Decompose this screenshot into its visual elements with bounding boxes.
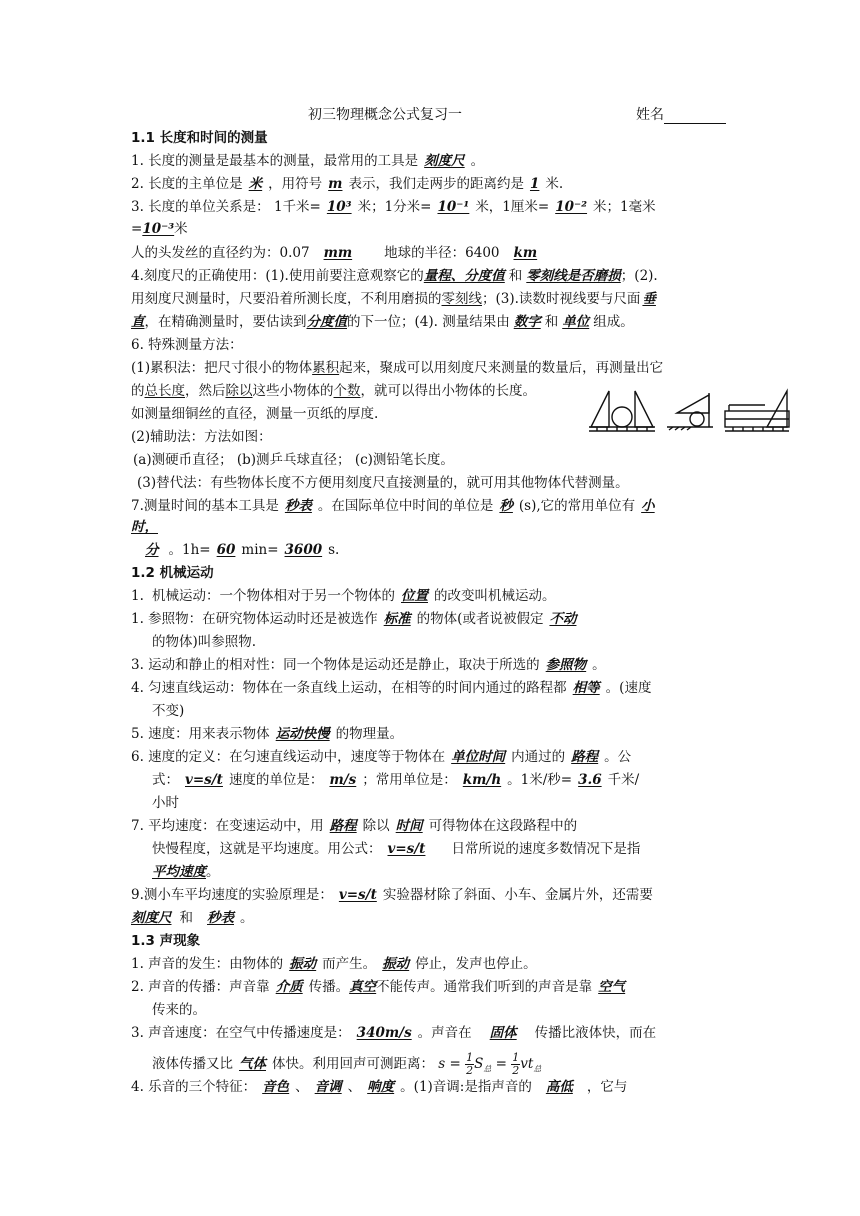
answer: v=s/t — [185, 772, 223, 788]
text-line: 直，在精确测量时，要估读到分度值的下一位；(4). 测量结果由 数字 和 单位 组成。 — [131, 314, 634, 330]
text-line: 7. 平均速度：在变速运动中，用 路程 除以 时间 可得物体在这段路程中的 — [131, 818, 578, 834]
answer: 介质 — [275, 979, 303, 995]
text-line: 式： v=s/t 速度的单位是： m/s ；常用单位是： km/h 。1米/秒= 3.6 千米/ — [152, 772, 640, 788]
text-line: 6. 速度的定义：在匀速直线运动中，速度等于物体在 单位时间 内通过的 路程 。公 — [131, 749, 632, 765]
answer: 相等 — [572, 680, 600, 696]
text-line: 1. 长度的测量是最基本的测量，最常用的工具是 刻度尺 。 — [131, 153, 485, 169]
answer: v=s/t — [338, 887, 377, 903]
answer: 振动 — [382, 956, 410, 972]
text-line: 的总长度，然后除以这些小物体的个数，就可以得出小物体的长度。 — [131, 383, 536, 399]
answer: 垂 — [642, 291, 656, 307]
text-line: (a)测硬币直径； (b)测乒乓球直径； (c)测铅笔长度。 — [133, 452, 454, 468]
text-line: 9.测小车平均速度的实验原理是： v=s/t 实验器材除了斜面、小车、金属片外，还需要 — [131, 887, 653, 903]
answer: 3600 — [284, 542, 323, 558]
text-line: 3. 声音速度：在空气中传播速度是： 340m/s 。声音在 固体 传播比液体快，而在 — [131, 1025, 657, 1041]
answer: 平均速度 — [152, 864, 206, 880]
text-line: 分 。1h= 60 min= 3600 s. — [131, 540, 731, 560]
answer: 分 — [145, 542, 159, 558]
answer: 10³ — [326, 199, 352, 215]
answer: 秒表 — [207, 910, 234, 926]
answer: m — [328, 176, 343, 192]
answer: 运动快慢 — [275, 726, 330, 742]
answer: km — [513, 245, 538, 261]
answer: 标准 — [383, 611, 411, 627]
answer: 单位时间 — [451, 749, 506, 765]
answer: 60 — [216, 542, 236, 558]
answer: 340m/s — [356, 1025, 412, 1041]
name-label: 姓名 — [636, 107, 664, 123]
answer: 气体 — [239, 1056, 266, 1072]
text-line: 4. 乐音的三个特征： 音色 、 音调 、 响度 。(1)音调:是指声音的 高低 ，它与 — [131, 1079, 628, 1095]
page-title: 初三物理概念公式复习一 — [308, 107, 462, 123]
name-blank[interactable] — [664, 109, 726, 124]
text-line: =10⁻³米 — [131, 221, 188, 237]
answer: 音色 — [262, 1079, 290, 1095]
answer: m/s — [329, 772, 357, 788]
text-line: 传来的。 — [152, 1002, 206, 1018]
answer: 分度值 — [306, 314, 347, 330]
coin-diameter-figure — [589, 391, 655, 431]
text-line: 4.刻度尺的正确使用：(1).使用前要注意观察它的量程、分度值 和 零刻线是否磨损；(2). — [131, 268, 658, 284]
answer: km/h — [462, 772, 502, 788]
section-heading-1-3: 1.3 声现象 — [131, 933, 201, 949]
answer: 响度 — [367, 1079, 395, 1095]
answer: 3.6 — [578, 772, 602, 788]
text-line: 如测量细铜丝的直径，测量一页纸的厚度. — [131, 406, 379, 422]
answer: 路程 — [329, 818, 357, 834]
answer: 刻度尺 — [424, 153, 465, 169]
text-line: 1. 机械运动：一个物体相对于另一个物体的 位置 的改变叫机械运动。 — [131, 588, 556, 604]
answer: 10⁻¹ — [437, 199, 470, 215]
text-line: 3. 运动和静止的相对性：同一个物体是运动还是静止，取决于所选的 参照物 。 — [131, 657, 606, 673]
answer: 真空 — [349, 979, 377, 995]
answer: 秒表 — [284, 498, 312, 514]
answer: 量程、分度值 — [423, 268, 505, 284]
text-line: 快慢程度，这就是平均速度。用公式： v=s/t 日常所说的速度多数情况下是指 — [152, 841, 641, 857]
answer: 秒 — [499, 498, 513, 514]
answer: 路程 — [571, 749, 599, 765]
answer: 参照物 — [545, 657, 587, 673]
text-line: 4. 匀速直线运动：物体在一条直线上运动，在相等的时间内通过的路程都 相等 。(速度 — [131, 680, 652, 696]
text-line: 不变) — [152, 703, 185, 719]
text-line: 5. 速度：用来表示物体 运动快慢 的物理量。 — [131, 726, 404, 742]
text-line: (3)替代法：有些物体长度不方便用刻度尺直接测量的，就可用其他物体代替测量。 — [137, 475, 629, 491]
section-heading-1-1: 1.1 长度和时间的测量 — [131, 130, 268, 146]
text-line: 1. 声音的发生：由物体的 振动 而产生。 振动 停止，发声也停止。 — [131, 956, 537, 972]
text-line: (1)累积法：把尺寸很小的物体累积起来，聚成可以用刻度尺来测量的数量后，再测量出它 — [131, 360, 664, 376]
answer: 单位 — [562, 314, 590, 330]
answer: 10⁻³ — [142, 221, 175, 237]
answer: 时， — [131, 519, 158, 535]
text-line: 小时 — [152, 795, 179, 811]
name-field — [636, 104, 726, 124]
answer: 米 — [248, 176, 263, 192]
answer: 直 — [131, 314, 145, 330]
text-line: 6. 特殊测量方法： — [131, 337, 243, 353]
ball-diameter-figure — [667, 393, 713, 430]
text-line: 液体传播又比 气体 体快。利用回声可测距离： s = $\frac{1}{2}$ $S_总$ = $\frac{1}{2}$ $vt_总$ — [152, 1051, 542, 1077]
answer: 零刻线是否磨损 — [526, 268, 621, 284]
text-line: 的物体)叫参照物. — [152, 634, 257, 650]
echo-distance-formula: s = $\frac{1}{2}$ $S_总$ = $\frac{1}{2}$ $vt_总$ — [438, 1051, 542, 1077]
answer: 高低 — [545, 1079, 573, 1095]
text-line — [131, 517, 731, 537]
text-line: (2)辅助法：方法如图： — [131, 429, 272, 445]
text-line: 2. 声音的传播：声音靠 介质 传播。真空不能传声。通常我们听到的声音是靠 空气 — [131, 977, 731, 997]
answer: mm — [323, 245, 353, 261]
answer: 时间 — [395, 818, 423, 834]
answer: 小 — [641, 498, 655, 514]
text-line: 刻度尺 和 秒表 。 — [131, 910, 254, 926]
answer: 音调 — [314, 1079, 342, 1095]
answer: 10⁻² — [555, 199, 588, 215]
answer: 位置 — [401, 588, 428, 604]
text-line: 2. 长度的主单位是 米 ，用符号 m 表示，我们走两步的距离约是 1 米. — [131, 176, 564, 192]
section-heading-1-2: 1.2 机械运动 — [131, 565, 214, 581]
text-line: 人的头发丝的直径约为：0.07 mm 地球的半径：6400 km — [131, 243, 731, 263]
text-line: 3. 长度的单位关系是： 1千米= 10³ 米；1分米= 10⁻¹ 米，1厘米= 10⁻² 米；1毫米 — [131, 199, 656, 215]
text-line: 1. 参照物：在研究物体运动时还是被选作 标准 的物体(或者说被假定 不动 — [131, 609, 731, 629]
answer: 刻度尺 — [131, 910, 172, 926]
answer: 数字 — [513, 314, 541, 330]
text-line: 平均速度。 — [152, 864, 220, 880]
answer: v=s/t — [387, 841, 426, 857]
answer: 振动 — [289, 956, 317, 972]
pencil-length-figure — [725, 391, 789, 431]
text-line: 用刻度尺测量时，尺要沿着所测长度，不利用磨损的零刻线；(3).读数时视线要与尺面 垂 — [131, 291, 656, 307]
answer: 固体 — [489, 1025, 517, 1041]
answer: 不动 — [549, 611, 577, 627]
answer: 空气 — [598, 979, 626, 995]
text-line: 7.测量时间的基本工具是 秒表 。在国际单位中时间的单位是 秒 (s),它的常用单位有 小 — [131, 496, 731, 516]
measurement-methods-figure — [587, 383, 792, 435]
answer: 1 — [529, 176, 540, 192]
